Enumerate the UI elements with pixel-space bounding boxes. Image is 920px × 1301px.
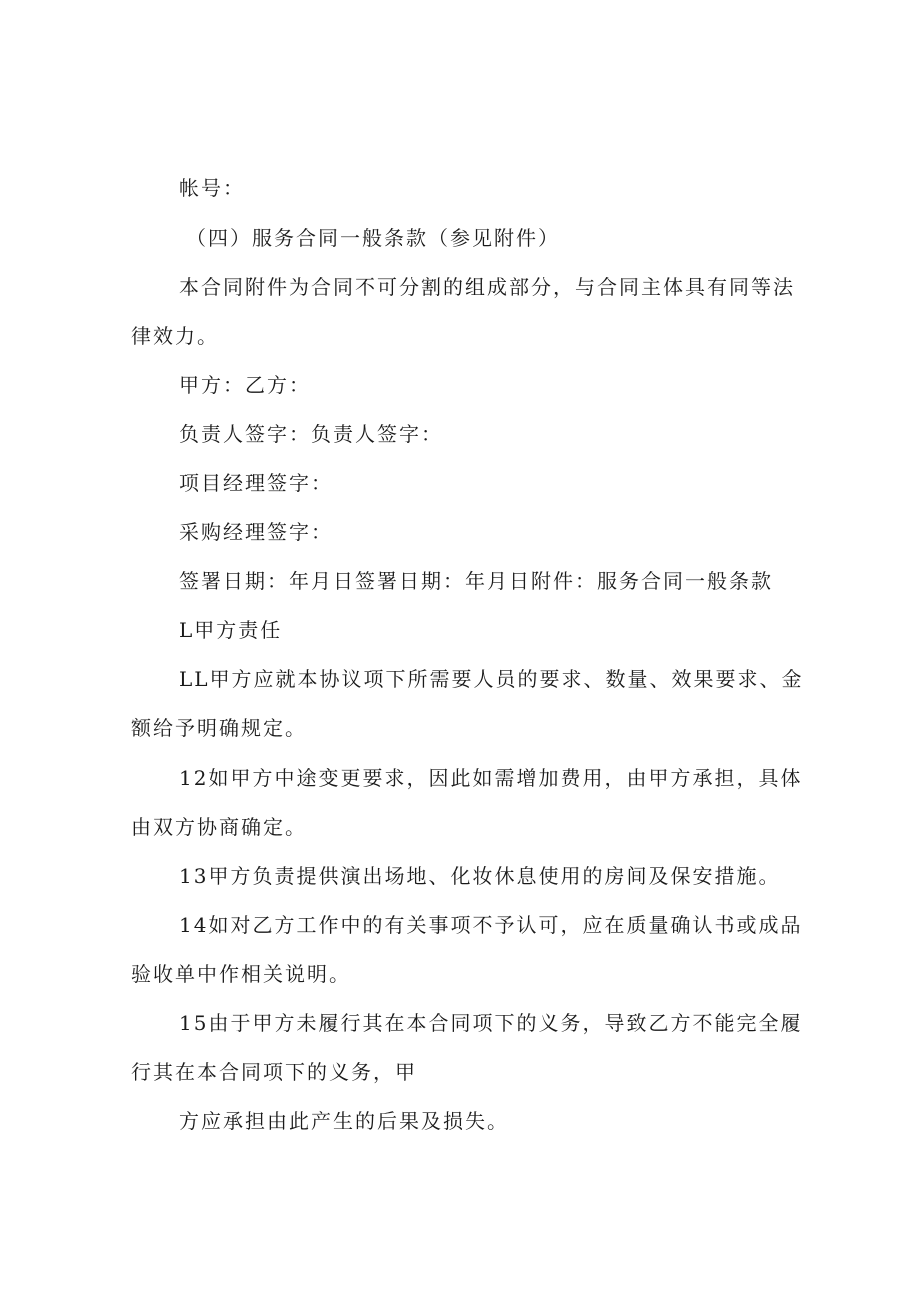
signing-date-line: 签署日期：年月日签署日期：年月日附件：服务合同一般条款	[179, 569, 773, 593]
clause-line: 行其在本合同项下的义务，甲	[131, 1060, 417, 1084]
clause-line: 14如对乙方工作中的有关事项不予认可，应在质量确认书或成品	[179, 913, 803, 937]
clause-line: 方应承担由此产生的后果及损失。	[179, 1109, 509, 1133]
clause-line: 15由于甲方未履行其在本合同项下的义务，导致乙方不能完全履	[179, 1011, 803, 1035]
clause-line: 13甲方负责提供演出场地、化妆休息使用的房间及保安措施。	[179, 864, 781, 888]
clause-heading: L甲方责任	[179, 618, 283, 642]
paragraph-line: 律效力。	[131, 324, 219, 348]
clause-line: 由双方协商确定。	[131, 815, 307, 839]
clause-line: 额给予明确规定。	[131, 716, 307, 740]
account-label: 帐号：	[179, 176, 245, 200]
signature-labels: 负责人签字：负责人签字：	[179, 422, 443, 446]
purchasing-manager-signature: 采购经理签字：	[179, 520, 333, 544]
clause-line: LL甲方应就本协议项下所需要人员的要求、数量、效果要求、金	[179, 667, 804, 691]
clause-line: 12如甲方中途变更要求，因此如需增加费用，由甲方承担，具体	[179, 766, 803, 790]
clause-line: 验收单中作相关说明。	[131, 962, 351, 986]
party-labels: 甲方：乙方：	[179, 373, 311, 397]
paragraph-line: 本合同附件为合同不可分割的组成部分，与合同主体具有同等法	[179, 275, 795, 299]
section-heading: （四）服务合同一般条款（参见附件）	[186, 226, 560, 250]
project-manager-signature: 项目经理签字：	[179, 471, 333, 495]
